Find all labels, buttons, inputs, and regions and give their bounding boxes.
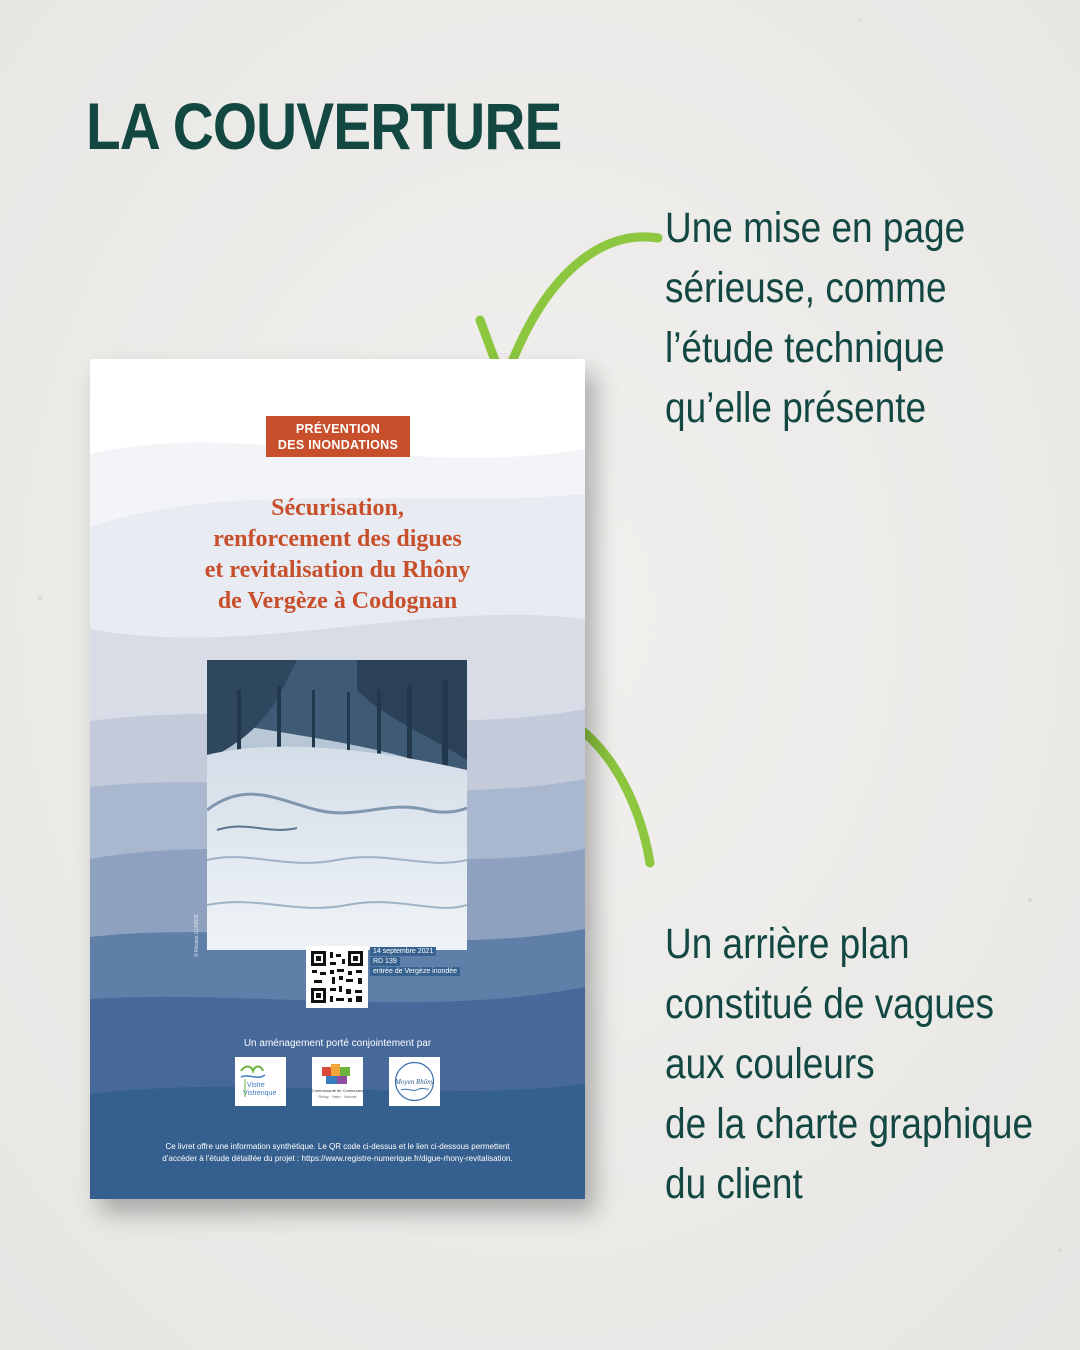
brochure-footer: Ce livret offre une information synthétique. Le QR code ci-dessus et le lien ci-dessous permettent d’accéder à l’étude détaillée du projet : https://www.registre-numerique.fr/digue-rhony-revitalisation. — [162, 1142, 513, 1163]
qr-code-icon — [306, 946, 368, 1008]
logo-communaute-communes — [312, 1057, 363, 1106]
category-badge: PRÉVENTION DES INONDATIONS — [266, 416, 410, 457]
logo-vistre-vistrenque — [235, 1057, 286, 1106]
svg-text:Communauté de Communes: Communauté de Communes — [312, 1088, 363, 1093]
photo-caption: 14 septembre 2021 RD 139 entrée de Vergèze inondée — [370, 947, 460, 977]
joint-label: Un aménagement porté conjointement par — [243, 1038, 432, 1049]
svg-text:Vistrenque: Vistrenque — [243, 1090, 277, 1097]
page-title: LA COUVERTURE — [86, 89, 562, 163]
svg-text:Vistre: Vistre — [247, 1082, 265, 1089]
flood-photo — [207, 660, 467, 950]
svg-text:Moyen Rhôny: Moyen Rhôny — [395, 1078, 434, 1086]
annotation-top: Une mise en page sérieuse, comme l’étude technique qu’elle présente — [665, 204, 966, 432]
brochure-cover — [90, 359, 585, 1199]
brochure-title: Sécurisation, renforcement des digues et revitalisation du Rhôny de Vergèze à Codognan — [204, 495, 471, 614]
photo-credit: © Nicolas CLARDE — [194, 913, 200, 957]
logo-moyen-rhony — [389, 1057, 440, 1106]
svg-text:Rhôny · Vistre · Vidourle: Rhôny · Vistre · Vidourle — [318, 1095, 357, 1099]
annotation-bottom: Un arrière plan constitué de vagues aux couleurs de la charte graphique du client — [665, 920, 1034, 1208]
